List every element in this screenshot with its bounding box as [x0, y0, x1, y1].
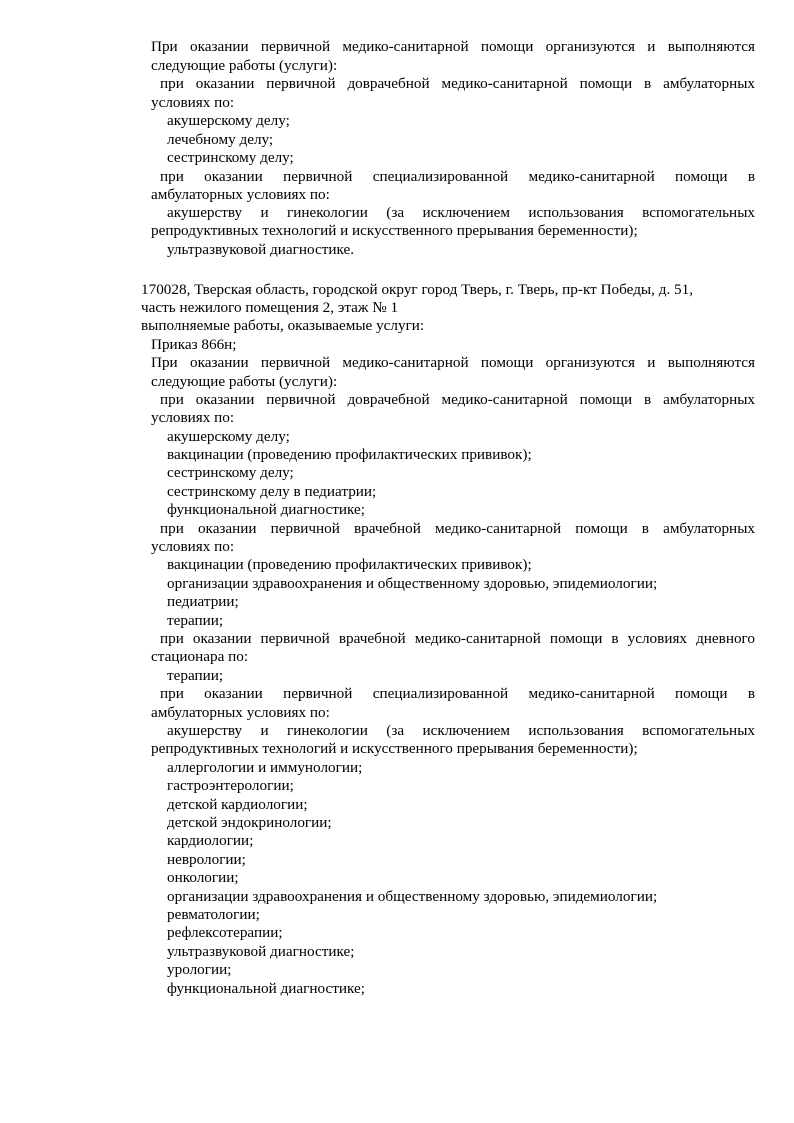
text-line: терапии;	[167, 667, 224, 684]
text-line: терапии;	[167, 612, 224, 629]
text-line: при оказании первичной доврачебной медико-санитарной помощи в амбулаторных	[160, 75, 755, 92]
text-line: функциональной диагностике;	[167, 501, 365, 518]
text-line: функциональной диагностике;	[167, 980, 365, 997]
text-line: Приказ 866н;	[151, 336, 237, 353]
text-line: ультразвуковой диагностике.	[167, 241, 355, 258]
text-line: урологии;	[167, 961, 232, 978]
text-line: детской кардиологии;	[167, 796, 308, 813]
text-line: репродуктивных технологий и искусственного прерывания беременности);	[151, 222, 638, 239]
text-line: стационара по:	[151, 648, 249, 665]
text-line: амбулаторных условиях по:	[151, 186, 330, 203]
text-line: неврологии;	[167, 851, 246, 868]
text-line: организации здравоохранения и общественному здоровью, эпидемиологии;	[167, 888, 658, 905]
text-line: педиатрии;	[167, 593, 239, 610]
text-line: акушерскому делу;	[167, 428, 290, 445]
text-line: при оказании первичной специализированной медико-санитарной помощи в	[160, 168, 755, 185]
text-line: ультразвуковой диагностике;	[167, 943, 355, 960]
text-line: вакцинации (проведению профилактических прививок);	[167, 446, 532, 463]
text-line: следующие работы (услуги):	[151, 57, 338, 74]
text-line: акушерству и гинекологии (за исключением использования вспомогательных	[167, 722, 755, 739]
text-line: сестринскому делу в педиатрии;	[167, 483, 377, 500]
text-line: гастроэнтерологии;	[167, 777, 294, 794]
text-line: при оказании первичной врачебной медико-санитарной помощи в условиях дневного	[160, 630, 755, 647]
text-line: акушерскому делу;	[167, 112, 290, 129]
text-line: кардиологии;	[167, 832, 254, 849]
text-line: при оказании первичной специализированной медико-санитарной помощи в	[160, 685, 755, 702]
text-line: выполняемые работы, оказываемые услуги:	[141, 317, 425, 334]
text-line: лечебному делу;	[167, 131, 274, 148]
text-line: сестринскому делу;	[167, 464, 294, 481]
text-line: ревматологии;	[167, 906, 260, 923]
text-line: амбулаторных условиях по:	[151, 704, 330, 721]
text-line: При оказании первичной медико-санитарной помощи организуются и выполняются	[151, 354, 755, 371]
text-line: условиях по:	[151, 409, 235, 426]
text-line: репродуктивных технологий и искусственного прерывания беременности);	[151, 740, 638, 757]
text-line: акушерству и гинекологии (за исключением использования вспомогательных	[167, 204, 755, 221]
text-line: вакцинации (проведению профилактических прививок);	[167, 556, 532, 573]
text-line: рефлексотерапии;	[167, 924, 283, 941]
text-line: организации здравоохранения и общественному здоровью, эпидемиологии;	[167, 575, 658, 592]
text-line: аллергологии и иммунологии;	[167, 759, 363, 776]
text-line: условиях по:	[151, 94, 235, 111]
text-line: При оказании первичной медико-санитарной помощи организуются и выполняются	[151, 38, 755, 55]
text-line: 170028, Тверская область, городской округ город Тверь, г. Тверь, пр-кт Победы, д. 51,	[141, 281, 694, 298]
text-line: следующие работы (услуги):	[151, 373, 338, 390]
text-line: детской эндокринологии;	[167, 814, 332, 831]
text-line: условиях по:	[151, 538, 235, 555]
text-line: онкологии;	[167, 869, 239, 886]
text-line: при оказании первичной врачебной медико-санитарной помощи в амбулаторных	[160, 520, 755, 537]
text-line: часть нежилого помещения 2, этаж № 1	[141, 299, 399, 316]
text-line: при оказании первичной доврачебной медико-санитарной помощи в амбулаторных	[160, 391, 755, 408]
text-line: сестринскому делу;	[167, 149, 294, 166]
